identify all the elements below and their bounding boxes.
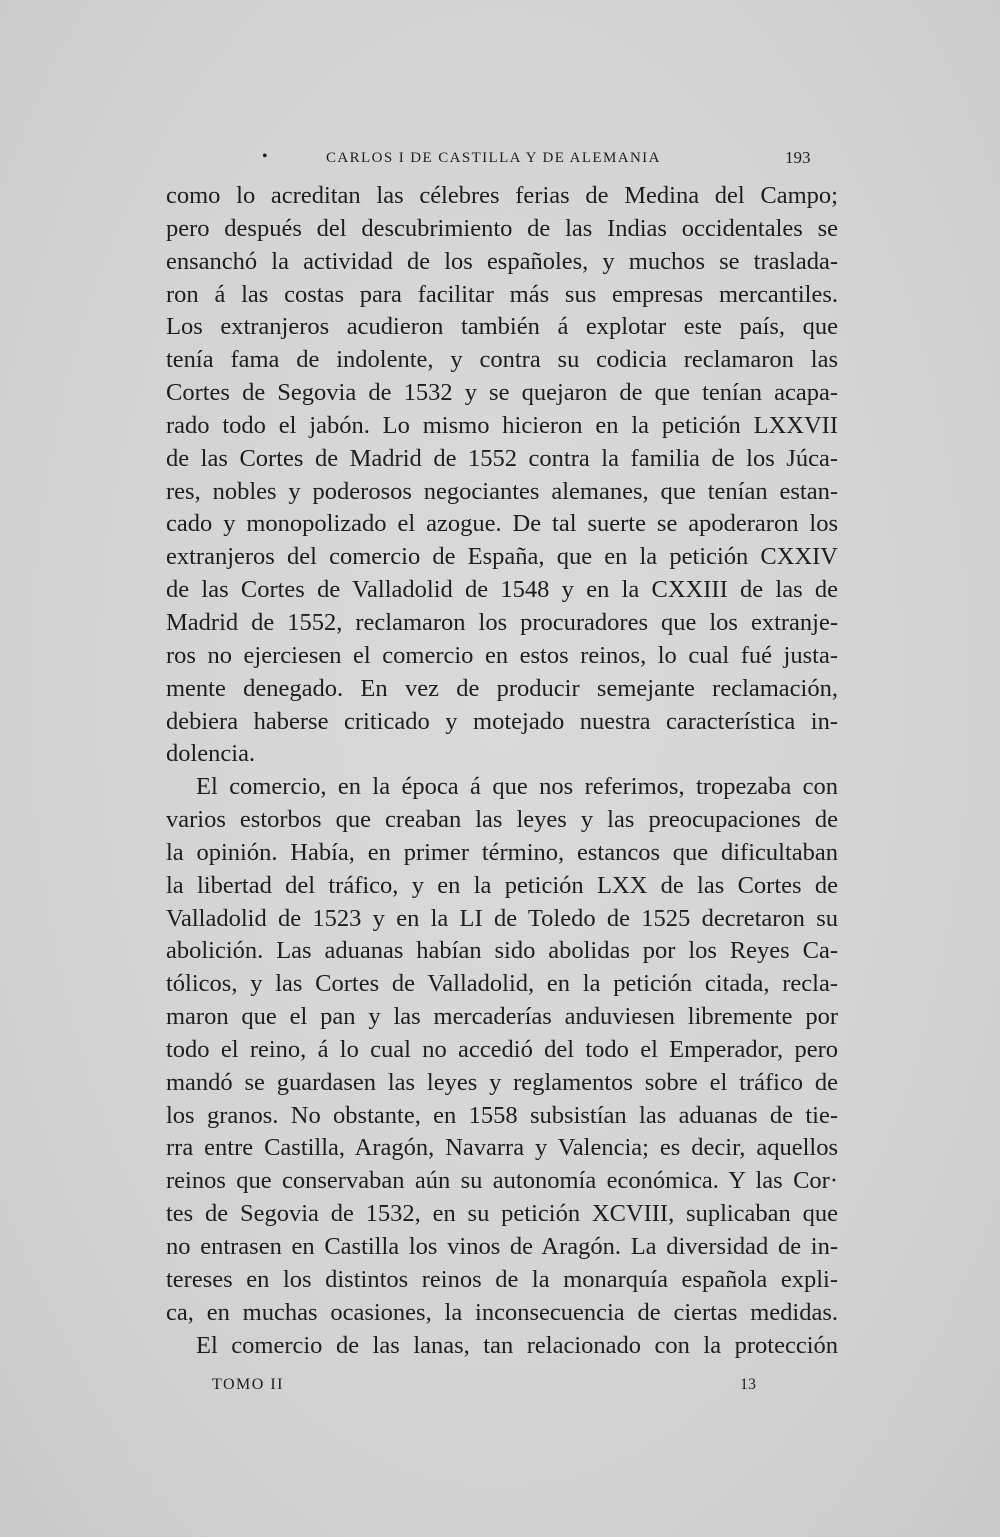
text-line: Los extranjeros acudieron también á explotar este país, que xyxy=(166,313,838,341)
text-line: ensanchó la actividad de los españoles, y muchos se traslada- xyxy=(166,247,838,275)
text-line: rra entre Castilla, Aragón, Navarra y Valencia; es decir, aquellos xyxy=(166,1134,838,1162)
text-line: mente denegado. En vez de producir semejante reclamación, xyxy=(166,674,838,702)
text-line: extranjeros del comercio de España, que en la petición CXXIV xyxy=(166,543,838,571)
text-line: como lo acreditan las célebres ferias de Medina del Campo; xyxy=(166,182,838,209)
text-line: tes de Segovia de 1532, en su petición XCVIII, suplicaban que xyxy=(166,1200,838,1228)
text-line: la opinión. Había, en primer término, estancos que dificultaban xyxy=(166,838,838,866)
text-line: reinos que conservaban aún su autonomía económica. Y las Cor· xyxy=(166,1167,838,1195)
text-line: Valladolid de 1523 y en la LI de Toledo de 1525 decretaron su xyxy=(166,904,838,932)
text-line: dolencia. xyxy=(166,740,256,768)
paragraph-first-line: El comercio, en la época á que nos referimos, tropezaba con xyxy=(196,773,838,801)
text-line: rado todo el jabón. Lo mismo hicieron en la petición LXXVII xyxy=(166,411,838,439)
text-line: tenía fama de indolente, y contra su codicia reclamaron las xyxy=(166,346,838,374)
text-line: todo el reino, á lo cual no accedió del todo el Emperador, pero xyxy=(166,1035,838,1063)
text-line: no entrasen en Castilla los vinos de Aragón. La diversidad de in- xyxy=(166,1233,838,1260)
text-line: la libertad del tráfico, y en la petición LXX de las Cortes de xyxy=(166,871,838,899)
text-line: res, nobles y poderosos negociantes alemanes, que tenían estan- xyxy=(166,477,838,505)
text-line: maron que el pan y las mercaderías anduviesen libremente por xyxy=(166,1003,838,1031)
text-line: ca, en muchas ocasiones, la inconsecuencia de ciertas medidas. xyxy=(166,1298,838,1326)
page-number: 193 xyxy=(785,148,811,167)
signature-mark: 13 xyxy=(740,1376,756,1393)
text-line: tereses en los distintos reinos de la monarquía española expli- xyxy=(166,1265,838,1293)
running-head-title: CARLOS I DE CASTILLA Y DE ALEMANIA xyxy=(326,150,661,166)
text-line: de las Cortes de Madrid de 1552 contra la familia de los Júca- xyxy=(166,444,838,472)
paragraph-first-line: El comercio de las lanas, tan relacionado con la protección xyxy=(196,1331,838,1359)
running-head xyxy=(0,148,1000,172)
text-line: tólicos, y las Cortes de Valladolid, en la petición citada, recla- xyxy=(166,970,838,998)
text-line: Cortes de Segovia de 1532 y se quejaron de que tenían acapa- xyxy=(166,379,838,407)
text-line: ron á las costas para facilitar más sus empresas mercantiles. xyxy=(166,280,838,308)
volume-label: TOMO II xyxy=(212,1376,284,1393)
text-line: Madrid de 1552, reclamaron los procuradores que los extranje- xyxy=(166,608,838,636)
text-line: ros no ejerciesen el comercio en estos reinos, lo cual fué justa- xyxy=(166,641,838,669)
text-line: varios estorbos que creaban las leyes y las preocupaciones de xyxy=(166,806,838,834)
text-line: abolición. Las aduanas habían sido abolidas por los Reyes Ca- xyxy=(166,937,838,965)
text-line: de las Cortes de Valladolid de 1548 y en la CXXIII de las de xyxy=(166,576,838,604)
text-line: pero después del descubrimiento de las Indias occidentales se xyxy=(166,214,838,242)
body-text xyxy=(166,180,838,1362)
text-line: cado y monopolizado el azogue. De tal suerte se apoderaron los xyxy=(166,510,838,538)
header-mark: • xyxy=(262,148,268,165)
page-footer xyxy=(0,1376,1000,1402)
text-line: mandó se guardasen las leyes y reglamentos sobre el tráfico de xyxy=(166,1068,838,1096)
text-line: debiera haberse criticado y motejado nuestra característica in- xyxy=(166,707,838,735)
text-line: los granos. No obstante, en 1558 subsistían las aduanas de tie- xyxy=(166,1101,838,1129)
